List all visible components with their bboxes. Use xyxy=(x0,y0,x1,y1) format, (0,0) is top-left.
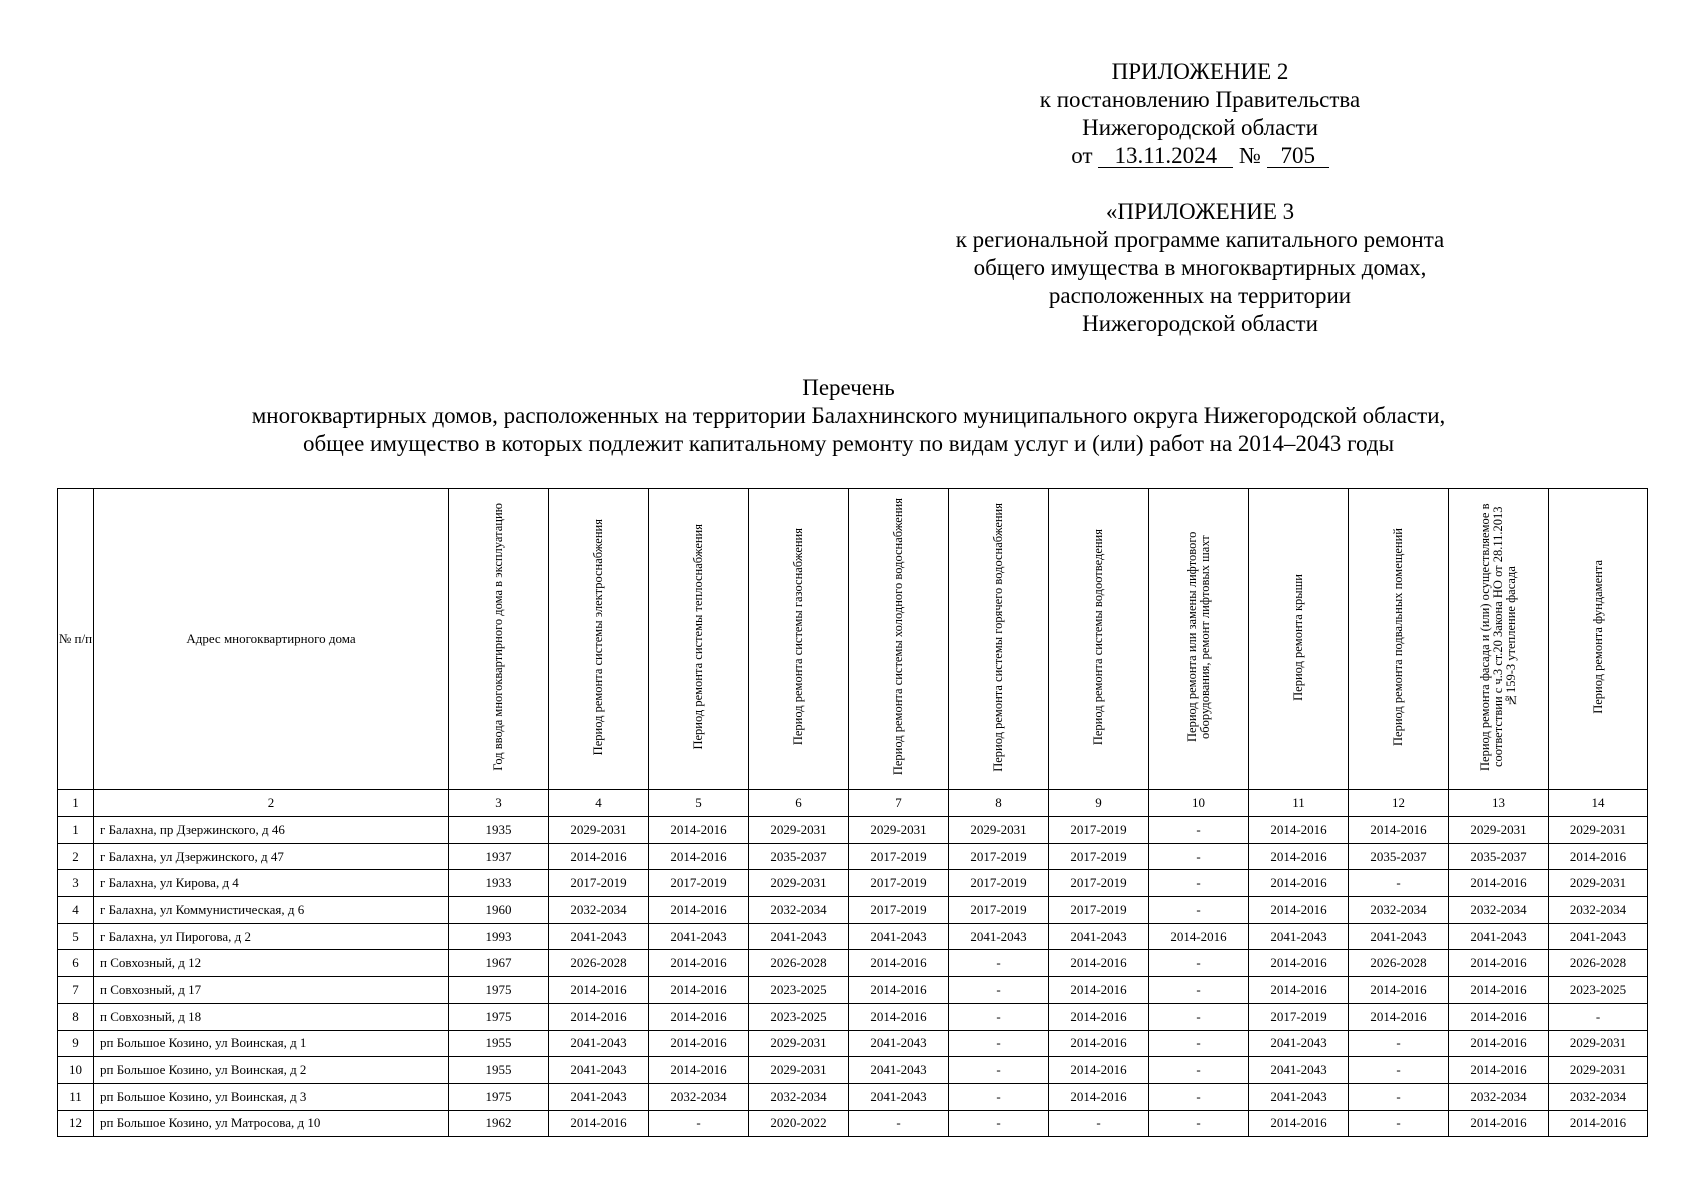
table-cell: - xyxy=(949,1110,1049,1137)
row-number-cell: 7 xyxy=(58,977,94,1004)
column-number: 9 xyxy=(1049,790,1149,817)
table-cell: 2041-2043 xyxy=(849,1083,949,1110)
title-line-3: общее имущество в которых подлежит капитальному ремонту по видам услуг и (или) работ на 2014–2043 годы xyxy=(302,431,1395,456)
column-header xyxy=(449,489,549,790)
column-number: 1 xyxy=(58,790,94,817)
table-cell: - xyxy=(1149,1057,1249,1084)
column-header-label: Период ремонта системы электроснабжения xyxy=(591,518,605,756)
table-cell: 2014-2016 xyxy=(1249,817,1349,844)
table-cell: 2041-2043 xyxy=(1449,923,1549,950)
table-cell: - xyxy=(649,1110,749,1137)
table-row xyxy=(58,923,1648,950)
column-header-label: Период ремонта системы горячего водоснабжения xyxy=(991,502,1005,772)
table-cell: 2014-2016 xyxy=(1349,977,1449,1004)
table-cell: 2041-2043 xyxy=(549,1030,649,1057)
table-row xyxy=(58,897,1648,924)
table-cell: 2014-2016 xyxy=(1449,1057,1549,1084)
table-cell: 2041-2043 xyxy=(649,923,749,950)
table-cell: 1960 xyxy=(449,897,549,924)
table-cell: 2014-2016 xyxy=(649,843,749,870)
table-cell: 2041-2043 xyxy=(949,923,1049,950)
column-number: 12 xyxy=(1349,790,1449,817)
table-cell: - xyxy=(1349,1057,1449,1084)
table-cell: 2014-2016 xyxy=(1049,977,1149,1004)
table-row xyxy=(58,1003,1648,1030)
table-cell: 2023-2025 xyxy=(1549,977,1648,1004)
table-cell: 2041-2043 xyxy=(1049,923,1149,950)
from-label: от xyxy=(1071,143,1093,168)
table-cell: 2032-2034 xyxy=(1549,1083,1648,1110)
table-cell: 2029-2031 xyxy=(1549,1057,1648,1084)
table-cell: 2017-2019 xyxy=(849,897,949,924)
table-cell: - xyxy=(1349,1110,1449,1137)
column-header-label: Период ремонта фундамента xyxy=(1590,560,1605,714)
table-cell: - xyxy=(1149,897,1249,924)
appendix-date-number-line xyxy=(890,142,1510,170)
sub-appendix-line-2: к региональной программе капитального ремонта xyxy=(955,227,1445,252)
table-cell: 2014-2016 xyxy=(649,1030,749,1057)
table-cell: 2017-2019 xyxy=(1249,1003,1349,1030)
column-header: № п/п xyxy=(58,489,94,790)
table-cell: 2041-2043 xyxy=(1249,923,1349,950)
table-cell: 2041-2043 xyxy=(849,1030,949,1057)
row-number-cell: 12 xyxy=(58,1110,94,1137)
table-cell: 2032-2034 xyxy=(1449,897,1549,924)
table-cell: 2017-2019 xyxy=(649,870,749,897)
table-cell: 2014-2016 xyxy=(1049,1057,1149,1084)
table-cell: 1975 xyxy=(449,1003,549,1030)
column-header-label: Период ремонта системы холодного водоснабжения xyxy=(891,498,905,776)
table-cell: 2032-2034 xyxy=(1549,897,1648,924)
table-cell: 2014-2016 xyxy=(649,897,749,924)
column-number: 5 xyxy=(649,790,749,817)
column-number: 13 xyxy=(1449,790,1549,817)
address-cell: г Балахна, пр Дзержинского, д 46 xyxy=(94,817,449,844)
column-header xyxy=(749,489,849,790)
table-cell: 2035-2037 xyxy=(1449,843,1549,870)
appendix-ref-line: к постановлению Правительства xyxy=(1039,87,1361,112)
table-row xyxy=(58,950,1648,977)
table-header-row xyxy=(58,489,1648,790)
row-number-cell: 4 xyxy=(58,897,94,924)
appendix-header xyxy=(890,58,1510,170)
address-cell: рп Большое Козино, ул Матросова, д 10 xyxy=(94,1110,449,1137)
column-number: 10 xyxy=(1149,790,1249,817)
table-cell: 2014-2016 xyxy=(549,1110,649,1137)
table-cell: 2032-2034 xyxy=(649,1083,749,1110)
table-cell: 2014-2016 xyxy=(1049,1003,1149,1030)
column-number: 14 xyxy=(1549,790,1648,817)
row-number-cell: 8 xyxy=(58,1003,94,1030)
table-cell: 2014-2016 xyxy=(1449,870,1549,897)
table-cell: 2029-2031 xyxy=(549,817,649,844)
table-cell: 2026-2028 xyxy=(1349,950,1449,977)
table-cell: 2014-2016 xyxy=(649,1003,749,1030)
column-number: 7 xyxy=(849,790,949,817)
table-cell: - xyxy=(1149,1110,1249,1137)
table-cell: - xyxy=(949,1083,1049,1110)
table-cell: 2041-2043 xyxy=(1349,923,1449,950)
table-cell: 2032-2034 xyxy=(1449,1083,1549,1110)
table-cell: 2029-2031 xyxy=(749,817,849,844)
table-cell: 2041-2043 xyxy=(749,923,849,950)
table-cell: 2041-2043 xyxy=(849,923,949,950)
column-header-label: Период ремонта подвальных помещений xyxy=(1391,528,1405,746)
table-cell: 2014-2016 xyxy=(649,1057,749,1084)
column-number: 11 xyxy=(1249,790,1349,817)
table-cell: 2023-2025 xyxy=(749,1003,849,1030)
table-row xyxy=(58,817,1648,844)
column-header xyxy=(1049,489,1149,790)
table-cell: - xyxy=(1149,1083,1249,1110)
table-cell: 2041-2043 xyxy=(1249,1057,1349,1084)
table-cell: 2014-2016 xyxy=(649,950,749,977)
table-cell: 2041-2043 xyxy=(1249,1030,1349,1057)
table-cell: 2041-2043 xyxy=(849,1057,949,1084)
column-header-label: Период ремонта фасада и (или) осуществляемое в соответствии с ч.3 ст.20 Закона НО от 28.11.2013 №159-З утепление фасада xyxy=(1478,503,1518,771)
column-header-label: Период ремонта или замены лифтового оборудования, ремонт лифтовых шахт xyxy=(1184,531,1212,743)
title-line-1: Перечень xyxy=(802,375,895,400)
table-cell: 2023-2025 xyxy=(749,977,849,1004)
table-cell: 2017-2019 xyxy=(1049,817,1149,844)
table-row xyxy=(58,1083,1648,1110)
address-cell: г Балахна, ул Коммунистическая, д 6 xyxy=(94,897,449,924)
column-header xyxy=(1149,489,1249,790)
appendix-title: ПРИЛОЖЕНИЕ 2 xyxy=(1111,59,1289,84)
table-cell: - xyxy=(1149,977,1249,1004)
table-cell: 1955 xyxy=(449,1030,549,1057)
table-cell: 2014-2016 xyxy=(1049,950,1149,977)
column-header-label: Период ремонта системы газоснабжения xyxy=(791,528,805,746)
row-number-cell: 3 xyxy=(58,870,94,897)
table-cell: 2014-2016 xyxy=(549,1003,649,1030)
column-header xyxy=(1549,489,1648,790)
column-header xyxy=(849,489,949,790)
table-cell: 2014-2016 xyxy=(1249,977,1349,1004)
number-label: № xyxy=(1239,143,1261,168)
table-cell: 2017-2019 xyxy=(949,843,1049,870)
appendix-region-line: Нижегородской области xyxy=(1082,115,1318,140)
table-cell: 2035-2037 xyxy=(1349,843,1449,870)
table-cell: 2017-2019 xyxy=(549,870,649,897)
table-cell: 2014-2016 xyxy=(1349,817,1449,844)
row-number-cell: 5 xyxy=(58,923,94,950)
table-cell: 2014-2016 xyxy=(1249,897,1349,924)
column-number: 2 xyxy=(94,790,449,817)
address-cell: п Совхозный, д 18 xyxy=(94,1003,449,1030)
table-cell: 2032-2034 xyxy=(549,897,649,924)
table-cell: 2014-2016 xyxy=(649,977,749,1004)
table-cell: 2029-2031 xyxy=(1449,817,1549,844)
sub-appendix-title: «ПРИЛОЖЕНИЕ 3 xyxy=(1105,199,1295,224)
decree-number: 705 xyxy=(1267,145,1329,168)
column-header-label: Период ремонта системы водоотведения xyxy=(1091,528,1105,746)
table-cell: 1937 xyxy=(449,843,549,870)
table-cell: 2014-2016 xyxy=(1049,1083,1149,1110)
decree-date: 13.11.2024 xyxy=(1098,145,1233,168)
row-number-cell: 11 xyxy=(58,1083,94,1110)
table-cell: 2017-2019 xyxy=(949,897,1049,924)
table-cell: 2014-2016 xyxy=(1449,1110,1549,1137)
row-number-cell: 10 xyxy=(58,1057,94,1084)
address-cell: г Балахна, ул Кирова, д 4 xyxy=(94,870,449,897)
table-cell: 2014-2016 xyxy=(1249,1110,1349,1137)
table-cell: - xyxy=(1149,817,1249,844)
table-cell: 2032-2034 xyxy=(749,1083,849,1110)
table-cell: 2014-2016 xyxy=(1349,1003,1449,1030)
table-cell: 2014-2016 xyxy=(649,817,749,844)
table-cell: 2020-2022 xyxy=(749,1110,849,1137)
table-cell: 2029-2031 xyxy=(949,817,1049,844)
table-cell: 2029-2031 xyxy=(1549,870,1648,897)
table-row xyxy=(58,1057,1648,1084)
table-cell: - xyxy=(1149,843,1249,870)
column-header-label: Период ремонта системы теплоснабжения xyxy=(691,524,705,750)
address-cell: рп Большое Козино, ул Воинская, д 3 xyxy=(94,1083,449,1110)
table-cell: 2014-2016 xyxy=(1449,1030,1549,1057)
table-cell: - xyxy=(1349,1030,1449,1057)
address-cell: рп Большое Козино, ул Воинская, д 2 xyxy=(94,1057,449,1084)
table-row xyxy=(58,1030,1648,1057)
table-cell: 2014-2016 xyxy=(849,977,949,1004)
column-number: 8 xyxy=(949,790,1049,817)
document-title xyxy=(0,374,1697,458)
table-cell: 2041-2043 xyxy=(549,1083,649,1110)
column-header xyxy=(1249,489,1349,790)
column-header xyxy=(1349,489,1449,790)
table-cell: 1955 xyxy=(449,1057,549,1084)
address-cell: г Балахна, ул Пирогова, д 2 xyxy=(94,923,449,950)
table-cell: 2035-2037 xyxy=(749,843,849,870)
table-cell: 2041-2043 xyxy=(549,1057,649,1084)
table-cell: - xyxy=(1149,1003,1249,1030)
table-cell: - xyxy=(849,1110,949,1137)
table-cell: 1993 xyxy=(449,923,549,950)
table-cell: 2014-2016 xyxy=(1049,1030,1149,1057)
table-cell: 2041-2043 xyxy=(1549,923,1648,950)
table-cell: 2014-2016 xyxy=(549,843,649,870)
table-row xyxy=(58,870,1648,897)
table-cell: 2014-2016 xyxy=(1549,843,1648,870)
address-cell: п Совхозный, д 17 xyxy=(94,977,449,1004)
column-number: 6 xyxy=(749,790,849,817)
table-cell: 2014-2016 xyxy=(1249,870,1349,897)
appendix-sub-header xyxy=(890,198,1510,338)
table-cell: 2029-2031 xyxy=(1549,1030,1648,1057)
table-row xyxy=(58,843,1648,870)
table-cell: 2017-2019 xyxy=(1049,843,1149,870)
column-number-row xyxy=(58,790,1648,817)
table-cell: - xyxy=(1049,1110,1149,1137)
address-cell: г Балахна, ул Дзержинского, д 47 xyxy=(94,843,449,870)
column-header xyxy=(649,489,749,790)
column-number: 3 xyxy=(449,790,549,817)
table-cell: - xyxy=(1149,950,1249,977)
table-cell: - xyxy=(1349,1083,1449,1110)
table-cell: 2026-2028 xyxy=(749,950,849,977)
row-number-cell: 2 xyxy=(58,843,94,870)
table-cell: 1933 xyxy=(449,870,549,897)
address-cell: рп Большое Козино, ул Воинская, д 1 xyxy=(94,1030,449,1057)
table-cell: 2029-2031 xyxy=(749,1057,849,1084)
column-header-label: Период ремонта крыши xyxy=(1291,573,1305,701)
table-cell: 2032-2034 xyxy=(1349,897,1449,924)
table-cell: 2014-2016 xyxy=(1449,1003,1549,1030)
title-line-2: многоквартирных домов, расположенных на территории Балахнинского муниципального округа Нижегородской области, xyxy=(251,403,1446,428)
column-header: Адрес многоквартирного дома xyxy=(94,489,449,790)
table-cell: - xyxy=(1149,1030,1249,1057)
table-cell: 2014-2016 xyxy=(549,977,649,1004)
table-cell: 2017-2019 xyxy=(1049,897,1149,924)
table-cell: 1935 xyxy=(449,817,549,844)
column-header xyxy=(1449,489,1549,790)
table-cell: 2017-2019 xyxy=(849,843,949,870)
table-cell: 2041-2043 xyxy=(1249,1083,1349,1110)
column-number: 4 xyxy=(549,790,649,817)
table-cell: 2032-2034 xyxy=(749,897,849,924)
table-cell: 2014-2016 xyxy=(849,950,949,977)
table-row xyxy=(58,977,1648,1004)
table-cell: 2026-2028 xyxy=(1549,950,1648,977)
table-cell: 2017-2019 xyxy=(849,870,949,897)
table-cell: 2029-2031 xyxy=(849,817,949,844)
sub-appendix-line-5: Нижегородской области xyxy=(1082,311,1318,336)
table-row xyxy=(58,1110,1648,1137)
table-cell: 1967 xyxy=(449,950,549,977)
table-cell: - xyxy=(1149,870,1249,897)
table-cell: 2014-2016 xyxy=(1249,950,1349,977)
table-cell: - xyxy=(949,1057,1049,1084)
table-cell: - xyxy=(1549,1003,1648,1030)
table-cell: - xyxy=(949,977,1049,1004)
table-cell: 2014-2016 xyxy=(1449,950,1549,977)
column-header-label: Год ввода многоквартирного дома в эксплуатацию xyxy=(491,503,505,771)
table-cell: 2029-2031 xyxy=(749,870,849,897)
table-cell: 1975 xyxy=(449,977,549,1004)
table-cell: - xyxy=(949,950,1049,977)
sub-appendix-line-3: общего имущества в многоквартирных домах, xyxy=(973,255,1427,280)
table-cell: 1962 xyxy=(449,1110,549,1137)
address-cell: п Совхозный, д 12 xyxy=(94,950,449,977)
sub-appendix-line-4: расположенных на территории xyxy=(1048,283,1352,308)
table-cell: - xyxy=(949,1030,1049,1057)
column-header xyxy=(949,489,1049,790)
table-cell: 2029-2031 xyxy=(749,1030,849,1057)
table-cell: 2017-2019 xyxy=(949,870,1049,897)
row-number-cell: 6 xyxy=(58,950,94,977)
table-cell: - xyxy=(949,1003,1049,1030)
table-cell: 2014-2016 xyxy=(1549,1110,1648,1137)
row-number-cell: 9 xyxy=(58,1030,94,1057)
table-cell: 2017-2019 xyxy=(1049,870,1149,897)
table-cell: 2014-2016 xyxy=(849,1003,949,1030)
column-header xyxy=(549,489,649,790)
table-cell: 2041-2043 xyxy=(549,923,649,950)
table-cell: 2014-2016 xyxy=(1249,843,1349,870)
table-cell: 2026-2028 xyxy=(549,950,649,977)
table-cell: 2014-2016 xyxy=(1449,977,1549,1004)
table-cell: 1975 xyxy=(449,1083,549,1110)
table-cell: 2014-2016 xyxy=(1149,923,1249,950)
row-number-cell: 1 xyxy=(58,817,94,844)
table-cell: - xyxy=(1349,870,1449,897)
table-cell: 2029-2031 xyxy=(1549,817,1648,844)
houses-table xyxy=(57,488,1648,1137)
